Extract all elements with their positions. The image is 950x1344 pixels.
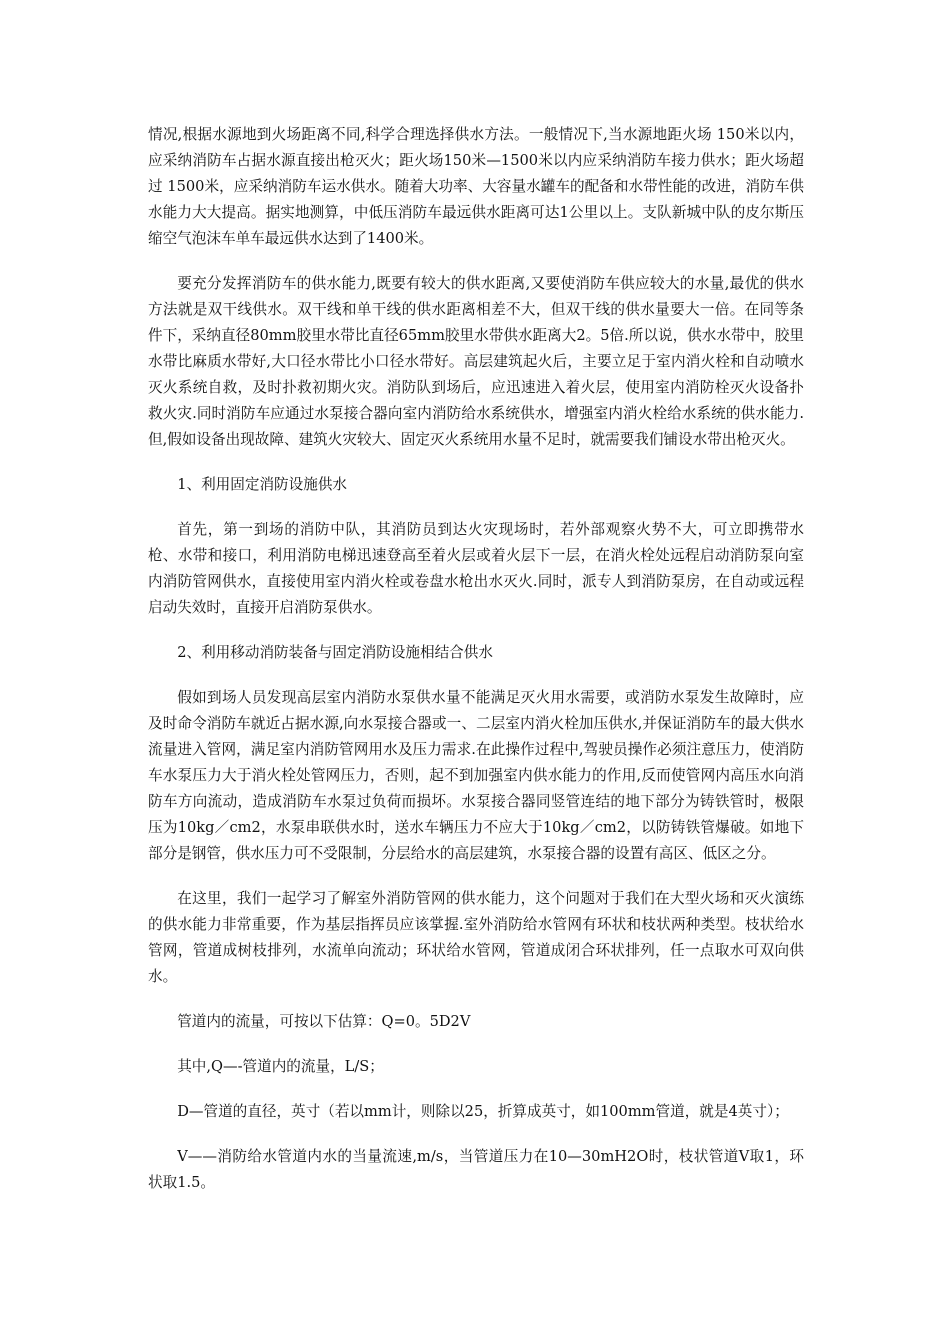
paragraph-water-supply-distance: 情况,根据水源地到火场距离不同,科学合理选择供水方法。一般情况下,当水源地距火场 150米以内，应采纳消防车占据水源直接出枪灭火；距火场150米—1500米以内应采纳消防车接力供水；距火场超过 1500米，应采纳消防车运水供水。随着大功率、大容量水罐车的配备和水带性能的改进，消防车供水能力大大提高。据实地测算，中低压消防车最远供水距离可达1公里以上。支队新城中队的皮尔斯压缩空气泡沫车单车最远供水达到了1400米。	[148, 126, 804, 247]
section-heading-fixed-facilities: 1、利用固定消防设施供水	[177, 476, 348, 493]
document-body	[148, 122, 804, 1215]
paragraph-flow-formula: 管道内的流量，可按以下估算：Q=0。5D2V	[177, 1013, 471, 1030]
paragraph-first-arriving-unit: 首先，第一到场的消防中队，其消防员到达火灾现场时，若外部观察火势不大，可立即携带水枪、水带和接口，利用消防电梯迅速登高至着火层或着火层下一层，在消火栓处远程启动消防泵向室内消防管网供水，直接使用室内消火栓或卷盘水枪出水灭火.同时，派专人到消防泵房，在自动或远程启动失效时，直接开启消防泵供水。	[148, 521, 804, 616]
section-heading-mobile-and-fixed: 2、利用移动消防装备与固定消防设施相结合供水	[177, 644, 493, 661]
paragraph-d-definition: D—管道的直径，英寸（若以mm计，则除以25，折算成英寸，如100mm管道，就是4英寸）；	[177, 1103, 789, 1120]
paragraph-outdoor-network: 在这里，我们一起学习了解室外消防管网的供水能力，这个问题对于我们在大型火场和灭火演练的供水能力非常重要，作为基层指挥员应该掌握.室外消防给水管网有环状和枝状两种类型。枝状给水管网，管道成树枝排列，水流单向流动；环状给水管网，管道成闭合环状排列，任一点取水可双向供水。	[148, 890, 804, 985]
paragraph-q-definition: 其中,Q—-管道内的流量，L/S；	[177, 1058, 384, 1075]
paragraph-v-definition: V——消防给水管道内水的当量流速,m/s，当管道压力在10—30mH2O时，枝状管道V取1，环状取1.5。	[148, 1148, 804, 1191]
paragraph-double-trunk-supply: 要充分发挥消防车的供水能力,既要有较大的供水距离,又要使消防车供应较大的水量,最优的供水方法就是双干线供水。双干线和单干线的供水距离相差不大，但双干线的供水量要大一倍。在同等条件下，采纳直径80mm胶里水带比直径65mm胶里水带供水距离大2。5倍.所以说，供水水带中，胶里水带比麻质水带好,大口径水带比小口径水带好。高层建筑起火后，主要立足于室内消火栓和自动喷水灭火系统自救，及时扑救初期火灾。消防队到场后，应迅速进入着火层，使用室内消防栓灭火设备扑救火灾.同时消防车应通过水泵接合器向室内消防给水系统供水，增强室内消火栓给水系统的供水能力.但,假如设备出现故障、建筑火灾较大、固定灭火系统用水量不足时，就需要我们铺设水带出枪灭火。	[148, 275, 804, 448]
paragraph-pump-adapter-supply: 假如到场人员发现高层室内消防水泵供水量不能满足灭火用水需要，或消防水泵发生故障时，应及时命令消防车就近占据水源,向水泵接合器或一、二层室内消火栓加压供水,并保证消防车的最大供水流量进入管网，满足室内消防管网用水及压力需求.在此操作过程中,驾驶员操作必须注意压力，使消防车水泵压力大于消火栓处管网压力，否则，起不到加强室内供水能力的作用,反而使管网内高压水向消防车方向流动，造成消防车水泵过负荷而损坏。水泵接合器同竖管连结的地下部分为铸铁管时，极限压为10kg／cm2，水泵串联供水时，送水车辆压力不应大于10kg／cm2，以防铸铁管爆破。如地下部分是钢管，供水压力可不受限制，分层给水的高层建筑，水泵接合器的设置有高区、低区之分。	[148, 689, 804, 862]
